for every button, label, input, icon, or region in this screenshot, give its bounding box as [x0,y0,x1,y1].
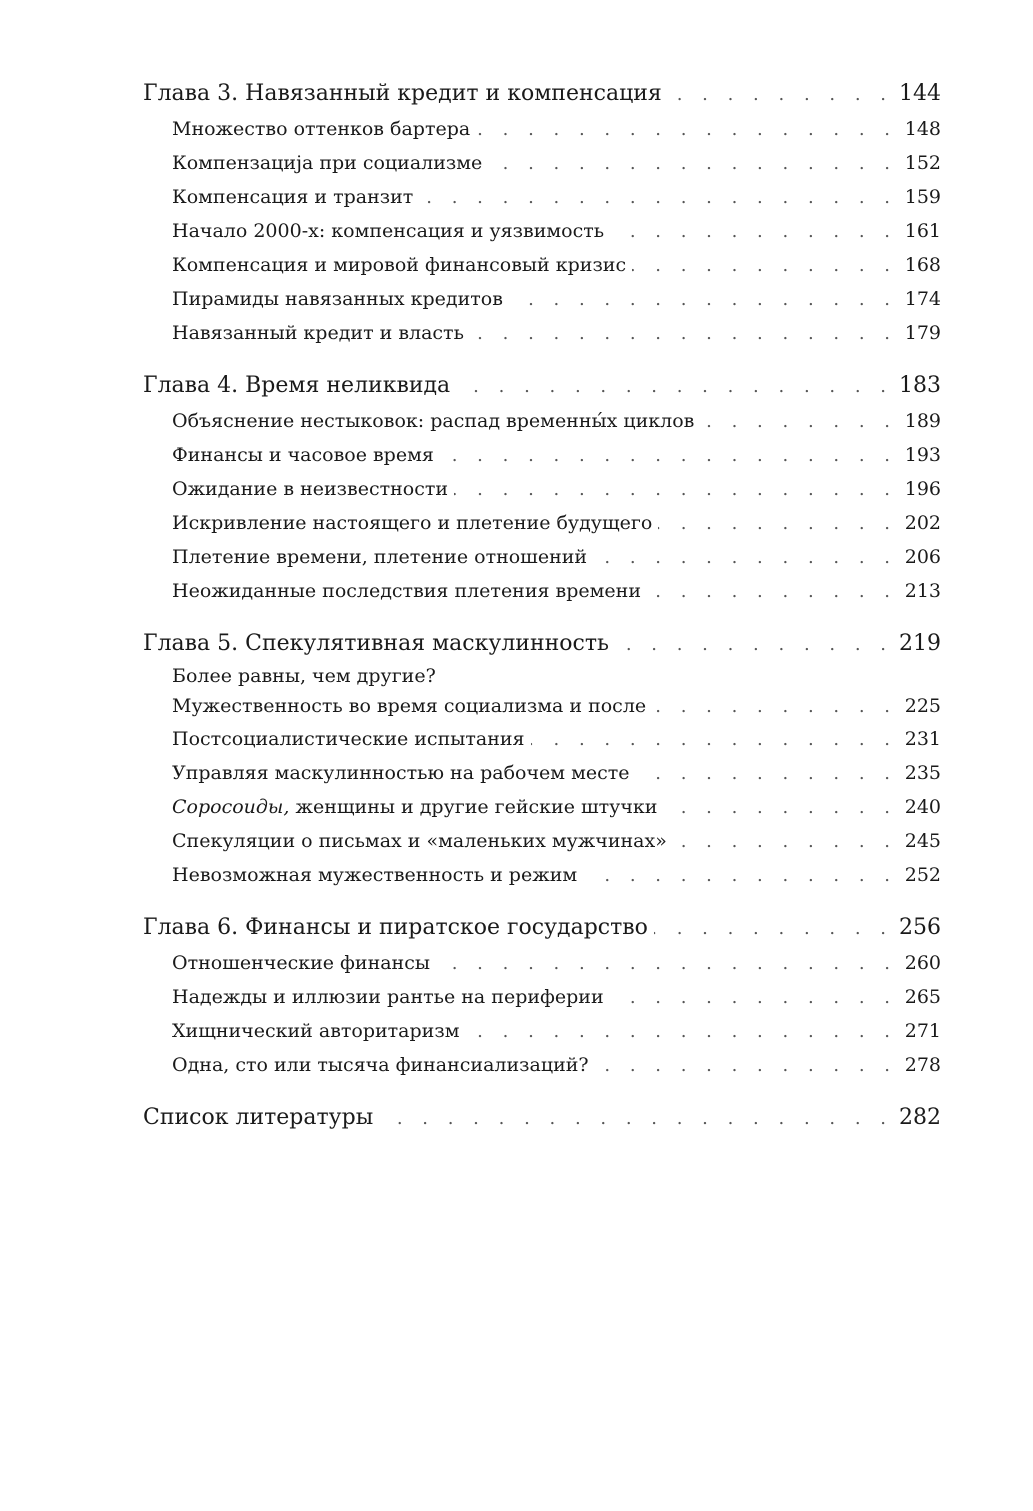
section-title: Спекуляции о письмах и «маленьких мужчинах» [172,830,667,852]
page-number: 183 [899,373,941,398]
leader-dots [419,181,897,215]
leader-dots [615,627,893,663]
page-number: 252 [904,864,941,886]
page-number: 231 [904,728,941,750]
section-title-italic: Соросоиды, [172,796,290,818]
section-title: Хищнический авторитаризм [172,1020,460,1042]
section-entry[interactable] [143,506,941,540]
section-title: Плетение времени, плетение отношений [172,546,588,568]
page-number: 265 [904,986,941,1008]
section-entry[interactable] [143,1048,941,1082]
section-entry[interactable] [143,690,941,722]
chapter-4 [143,368,941,608]
page-number: 206 [904,546,941,568]
section-title: Надежды и иллюзии рантье на периферии [172,986,604,1008]
page-number: 196 [904,478,941,500]
chapter-3 [143,76,941,350]
leader-dots [635,757,897,791]
chapter-title: Глава 6. Финансы и пиратское государство [143,915,648,940]
leader-dots [470,317,897,351]
chapter-heading[interactable] [143,626,941,662]
page-number: 168 [904,254,941,276]
leader-dots [700,405,897,439]
leader-dots [668,77,893,113]
page-number: 193 [904,444,941,466]
section-entry[interactable] [143,316,941,350]
page-number: 260 [904,952,941,974]
leader-dots [379,1101,893,1137]
section-entry[interactable] [143,214,941,248]
leader-dots [583,859,897,893]
section-entry[interactable] [143,824,941,858]
section-title: Более равны, чем другие? [172,665,436,687]
leader-dots [658,507,897,541]
page-number: 256 [899,915,941,940]
leader-dots [595,1049,897,1083]
section-title: Постсоциалистические испытания [172,728,525,750]
page-number: 235 [904,762,941,784]
section-entry[interactable] [143,180,941,214]
section-entry[interactable] [143,146,941,180]
bibliography-entry[interactable] [143,1100,941,1136]
section-entry[interactable] [143,248,941,282]
page-number: 225 [904,695,941,717]
page-number: 159 [904,186,941,208]
leader-dots [476,113,897,147]
section-entry[interactable] [143,980,941,1014]
section-title: Отношенческие финансы [172,952,430,974]
page-number: 174 [904,288,941,310]
leader-dots [647,575,897,609]
leader-dots [488,147,897,181]
leader-dots [632,249,897,283]
section-entry[interactable] [143,574,941,608]
page-number: 271 [904,1020,941,1042]
chapter-5 [143,626,941,892]
page-number: 202 [904,512,941,534]
leader-dots [663,791,897,825]
page-number: 219 [899,631,941,656]
section-entry[interactable] [143,722,941,756]
chapter-title: Глава 4. Время неликвида [143,373,451,398]
section-title: Пирамиды навязанных кредитов [172,288,503,310]
page-number: 144 [899,81,941,106]
section-entry[interactable] [143,790,941,824]
section-title: Неожиданные последствия плетения времени [172,580,641,602]
section-entry[interactable] [143,472,941,506]
section-entry[interactable] [143,282,941,316]
section-entry[interactable] [143,756,941,790]
section-title: Множество оттенков бартера [172,118,471,140]
chapter-heading[interactable] [143,368,941,404]
section-title-rest: женщины и другие гейские штучки [289,796,658,818]
page-number: 161 [904,220,941,242]
leader-dots [454,473,897,507]
section-title [172,790,657,824]
bibliography-title: Список литературы [143,1105,374,1130]
chapter-6 [143,910,941,1082]
section-title: Управляя маскулинностью на рабочем месте [172,762,630,784]
section-entry[interactable] [143,858,941,892]
page-number: 148 [904,118,941,140]
section-entry[interactable] [143,112,941,146]
section-entry[interactable] [143,662,941,690]
section-title: Невозможная мужественность и режим [172,864,578,886]
chapter-title: Глава 5. Спекулятивная маскулинность [143,631,609,656]
leader-dots [673,825,897,859]
leader-dots [436,947,897,981]
page-number: 179 [904,322,941,344]
leader-dots [531,723,897,757]
section-title: Компенсация и транзит [172,186,414,208]
chapter-heading[interactable] [143,76,941,112]
section-title: Одна, сто или тысяча финансиализаций? [172,1054,589,1076]
page-number: 240 [904,796,941,818]
section-title: Искривление настоящего и плетение будущего [172,512,653,534]
page-number: 189 [904,410,941,432]
page-number: 282 [899,1105,941,1130]
section-title: Финансы и часовое время [172,444,434,466]
leader-dots [440,439,897,473]
leader-dots [654,911,893,947]
leader-dots [652,691,897,723]
section-title: Объяснение нестыковок: распад временны́х циклов [172,410,695,432]
leader-dots [610,215,897,249]
page-number: 213 [904,580,941,602]
leader-dots [610,981,897,1015]
section-title: Компенсация и мировой финансовый кризис [172,254,627,276]
section-entry[interactable] [143,1014,941,1048]
section-entry[interactable] [143,438,941,472]
leader-dots [593,541,897,575]
leader-dots [456,369,893,405]
leader-dots [465,1015,897,1049]
section-title: Ожидание в неизвестности [172,478,449,500]
page-number: 245 [904,830,941,852]
chapter-heading[interactable] [143,910,941,946]
section-entry[interactable] [143,404,941,438]
page-number: 152 [904,152,941,174]
leader-dots [509,283,897,317]
page-number: 278 [904,1054,941,1076]
section-entry[interactable] [143,946,941,980]
section-title: Мужественность во время социализма и после [172,695,647,717]
table-of-contents [143,76,941,1136]
section-title: Начало 2000-х: компенсация и уязвимость [172,220,605,242]
section-entry[interactable] [143,540,941,574]
chapter-title: Глава 3. Навязанный кредит и компенсация [143,81,662,106]
section-title: Навязанный кредит и власть [172,322,464,344]
section-title: Компензацијa при социализме [172,152,483,174]
